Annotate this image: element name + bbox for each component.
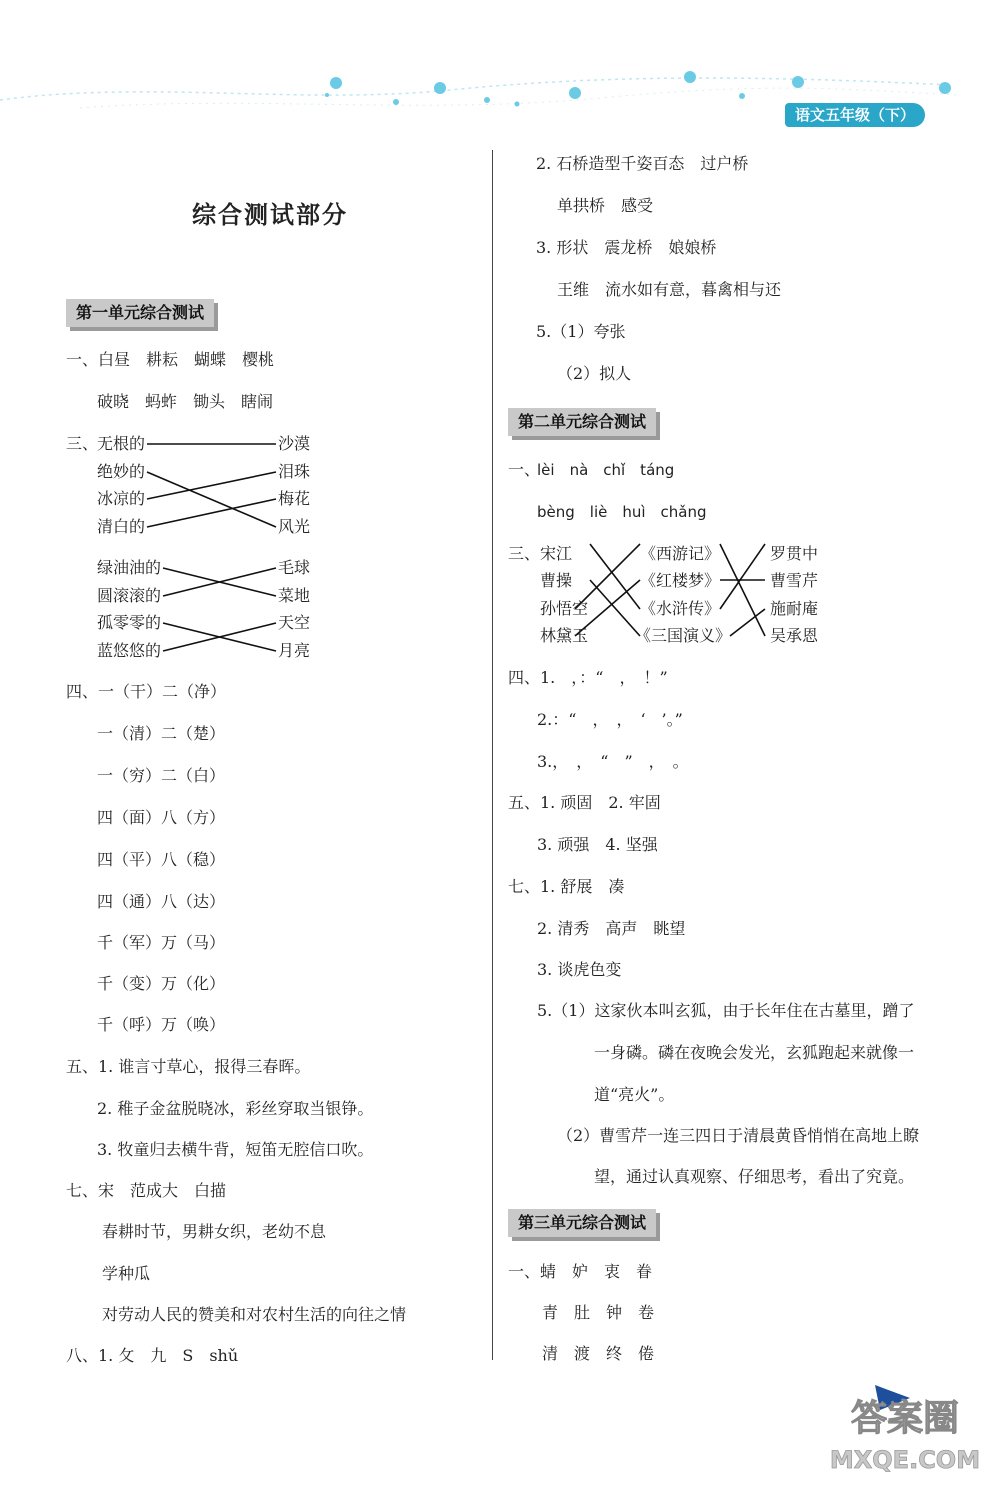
u2-match-char: 孙悟空 [540, 599, 589, 618]
u1-q4-item: 千（军）万（马） [97, 933, 226, 952]
match1-left-item: 无根的 [97, 434, 146, 453]
u2-q4-item: 四、1. ，：“ ， ！” [508, 668, 668, 687]
match2-right-item: 菜地 [278, 586, 311, 605]
u2-q7-item: （2）曹雪芹一连三四日于清晨黄昏悄悄在高地上瞭 [557, 1126, 920, 1145]
page-title: 综合测试部分 [192, 200, 348, 229]
u2-match-book: 《西游记》 [640, 544, 721, 563]
match2-left-item: 圆滚滚的 [97, 586, 162, 605]
u1-q7-item: 学种瓜 [102, 1264, 151, 1283]
match2-right-item: 月亮 [278, 641, 311, 660]
match1-right-item: 风光 [278, 517, 311, 536]
match1-left-item: 冰凉的 [97, 489, 146, 508]
match1-left-item: 清白的 [97, 517, 146, 536]
match1-left-item: 绝妙的 [97, 462, 146, 481]
u1-q5-item: 五、1. 谁言寸草心，报得三春晖。 [66, 1057, 311, 1076]
match1-right-item: 梅花 [278, 489, 311, 508]
watermark-text: 答案圈 [850, 1398, 960, 1439]
subject-tab: 语文五年级（下） [785, 103, 925, 127]
u2-q1-label: 一、 [508, 460, 541, 479]
u1-q5-item: 3. 牧童归去横牛背，短笛无腔信口吹。 [97, 1140, 374, 1159]
u1-q3-label: 三、 [66, 434, 99, 453]
match2-left-item: 孤零零的 [97, 613, 162, 632]
r-line: （2）拟人 [557, 364, 632, 383]
u2-match-book: 《水浒传》 [640, 599, 721, 618]
match2-right-item: 毛球 [278, 558, 311, 577]
u2-q3-label: 三、 [508, 544, 541, 563]
match2-right-item: 天空 [278, 613, 311, 632]
u2-q5-item: 五、1. 顽固 2. 牢固 [508, 793, 661, 812]
u1-q4-item: 四（平）八（稳） [97, 850, 226, 869]
u2-q5-item: 3. 顽强 4. 坚强 [537, 835, 658, 854]
match1-right-item: 泪珠 [278, 462, 311, 481]
u1-q7-item: 春耕时节，男耕女织，老幼不息 [102, 1222, 327, 1241]
u2-match-author: 曹雪芹 [770, 571, 819, 590]
u1-q8-item: 八、1. 攵 九 S shǔ [66, 1346, 239, 1365]
u1-q5-item: 2. 稚子金盆脱晓冰，彩丝穿取当银铮。 [97, 1099, 374, 1118]
u1-q1-line1: 一、白昼 耕耘 蝴蝶 樱桃 [66, 350, 275, 369]
u2-match-char: 宋江 [540, 544, 573, 563]
u2-q1-line2: bèng liè huì chǎng [537, 503, 707, 521]
u2-q1-line1: lèi nà chǐ táng [537, 461, 675, 479]
watermark-logo [820, 1380, 990, 1475]
r-line: 王维 流水如有意，暮禽相与还 [557, 280, 782, 299]
u2-match-author: 吴承恩 [770, 626, 819, 645]
u2-match-book: 《三国演义》 [635, 626, 732, 645]
u2-q7-item: 望，通过认真观察、仔细思考，看出了究竟。 [594, 1167, 915, 1186]
u2-q4-item: 2.：“ ， ， ‘ ’。” [537, 710, 683, 729]
u2-q7-item: 5.（1）这家伙本叫玄狐，由于长年住在古墓里，蹭了 [537, 1001, 915, 1020]
u1-q7-item: 对劳动人民的赞美和对农村生活的向往之情 [102, 1305, 407, 1324]
watermark-url: MXQE.COM [829, 1446, 981, 1474]
u2-match-char: 林黛玉 [540, 626, 589, 645]
u2-q7-item: 道“亮火”。 [594, 1085, 675, 1104]
u1-q4-item: 千（变）万（化） [97, 974, 226, 993]
u2-q7-item: 3. 谈虎色变 [537, 960, 622, 979]
u3-q1-item: 一、蜻 妒 衷 眷 [508, 1262, 653, 1281]
r-line: 单拱桥 感受 [557, 196, 654, 215]
unit3-header: 第三单元综合测试 [508, 1209, 656, 1237]
u1-q7-item: 七、宋 范成大 白描 [66, 1181, 227, 1200]
u1-q4-item: 四（通）八（达） [97, 892, 226, 911]
unit1-header: 第一单元综合测试 [66, 299, 214, 327]
r-line: 2. 石桥造型千姿百态 过户桥 [536, 154, 749, 173]
u3-q1-item: 清 渡 终 倦 [542, 1344, 655, 1363]
u3-q1-item: 青 肚 钟 卷 [542, 1303, 655, 1322]
u1-q4-item: 一（清）二（楚） [97, 724, 226, 743]
u2-q7-item: 2. 清秀 高声 眺望 [537, 919, 686, 938]
u2-match-char: 曹操 [540, 571, 573, 590]
u2-q4-item: 3.， ， “ ” ， 。 [537, 752, 689, 771]
match2-left-item: 蓝悠悠的 [97, 641, 162, 660]
match1-right-item: 沙漠 [278, 434, 311, 453]
u1-q4-item: 四、一（干）二（净） [66, 682, 227, 701]
u1-q1-line2: 破晓 蚂蚱 锄头 瞎闹 [97, 392, 274, 411]
r-line: 5.（1）夸张 [536, 322, 626, 341]
unit2-header: 第二单元综合测试 [508, 408, 656, 436]
u2-match-author: 罗贯中 [770, 544, 819, 563]
match2-left-item: 绿油油的 [97, 558, 162, 577]
u2-match-book: 《红楼梦》 [640, 571, 721, 590]
u1-q4-item: 千（呼）万（唤） [97, 1015, 226, 1034]
u2-q7-item: 七、1. 舒展 凑 [508, 877, 625, 896]
u1-q4-item: 四（面）八（方） [97, 808, 226, 827]
u1-q4-item: 一（穷）二（白） [97, 766, 226, 785]
u2-match-author: 施耐庵 [770, 599, 819, 618]
u2-q7-item: 一身磷。磷在夜晚会发光，玄狐跑起来就像一 [594, 1043, 915, 1062]
r-line: 3. 形状 震龙桥 娘娘桥 [536, 238, 717, 257]
